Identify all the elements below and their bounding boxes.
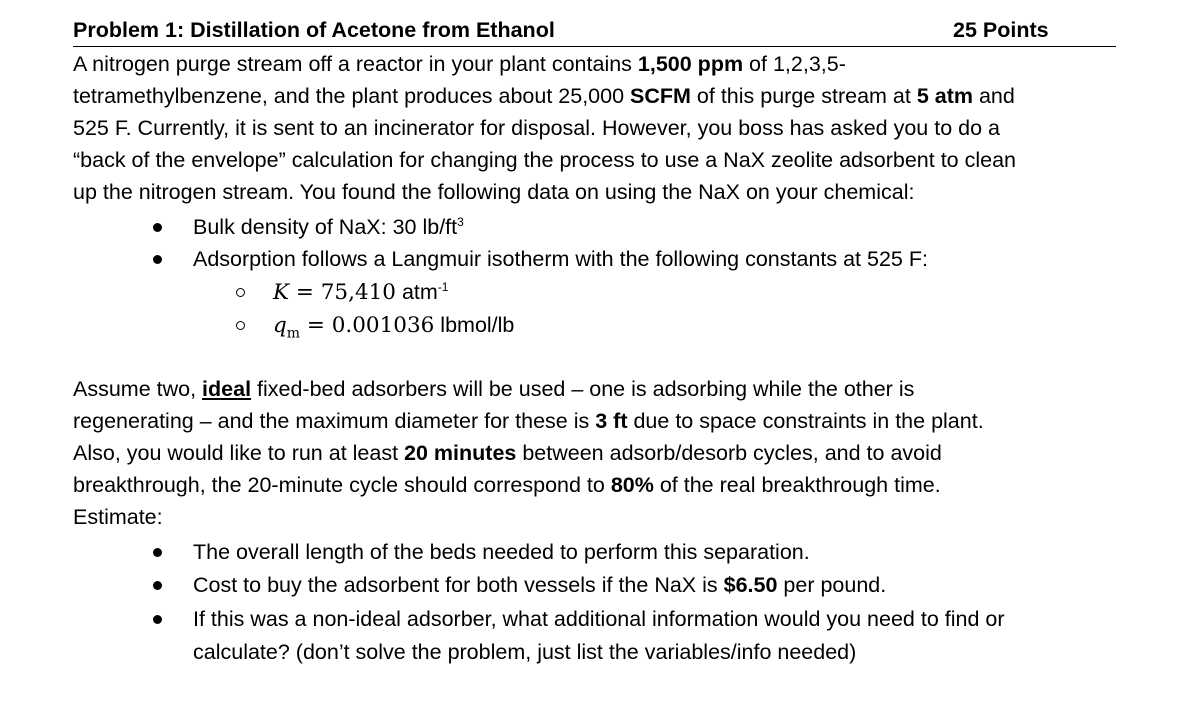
K-unit: atm xyxy=(395,280,438,304)
text-run: of the real breakthrough time. xyxy=(653,473,941,497)
intro-paragraph xyxy=(73,48,1016,208)
assume-line xyxy=(73,405,984,437)
bullet-dot xyxy=(153,548,162,557)
assumptions-paragraph xyxy=(73,373,984,533)
bullet-dot xyxy=(153,581,162,590)
problem-header xyxy=(73,16,1116,47)
intro-line xyxy=(73,80,1016,112)
percent-value: 80% xyxy=(610,473,654,497)
bullet-text: Adsorption follows a Langmuir isotherm with the following constants at 525 F: xyxy=(193,247,928,271)
problem-title: Problem 1: Distillation of Acetone from Ethanol xyxy=(73,18,555,42)
diameter-value: 3 ft xyxy=(595,409,628,433)
bullet-text xyxy=(193,211,464,243)
task-text: If this was a non-ideal adsorber, what additional information would you need to find or xyxy=(193,607,1005,631)
cycle-time-value: 20 minutes xyxy=(404,441,517,465)
text-run: Also, you would like to run at least xyxy=(73,441,405,465)
assume-line xyxy=(73,469,984,501)
text-run: A nitrogen purge stream off a reactor in your plant contains xyxy=(73,52,638,76)
assume-line xyxy=(73,437,984,469)
text-run: and xyxy=(972,84,1015,108)
ideal-emphasis: ideal xyxy=(202,377,252,401)
qm-unit: lbmol/lb xyxy=(434,313,515,337)
text-run: between adsorb/desorb cycles, and to avoid xyxy=(516,441,942,465)
text-run: tetramethylbenzene, and the plant produces about 25,000 xyxy=(73,84,631,108)
intro-line: 525 F. Currently, it is sent to an incinerator for disposal. However, you boss has asked you to do a xyxy=(73,116,1000,140)
text-run: per pound. xyxy=(777,573,887,597)
K-value: = 75,410 xyxy=(289,280,396,305)
qm-value: = 0.001036 xyxy=(300,313,435,338)
density-sup: 3 xyxy=(457,215,464,229)
bullet-dot xyxy=(153,223,162,232)
intro-line xyxy=(73,48,1016,80)
text-run: breakthrough, the 20-minute cycle should correspond to xyxy=(73,473,611,497)
intro-line: up the nitrogen stream. You found the following data on using the NaX on your chemical: xyxy=(73,180,915,204)
intro-line: “back of the envelope” calculation for changing the process to use a NaX zeolite adsorbent to clean xyxy=(73,148,1016,172)
assume-line xyxy=(73,373,984,405)
text-run: of this purge stream at xyxy=(690,84,917,108)
task-text: The overall length of the beds needed to perform this separation. xyxy=(193,540,810,564)
qm-symbol: q xyxy=(273,313,287,338)
text-run: of 1,2,3,5- xyxy=(743,52,846,76)
ppm-value: 1,500 ppm xyxy=(637,52,744,76)
sub-bullet-circle xyxy=(236,321,245,330)
K-unit-sup: -1 xyxy=(437,280,449,294)
text-run: Cost to buy the adsorbent for both vessels if the NaX is xyxy=(193,573,724,597)
task-text xyxy=(193,569,886,601)
text-run: Assume two, xyxy=(73,377,203,401)
problem-points: 25 Points xyxy=(953,18,1049,42)
price-value: $6.50 xyxy=(723,573,778,597)
density-text: Bulk density of NaX: 30 lb/ft xyxy=(193,215,458,239)
qm-subscript: m xyxy=(286,325,301,342)
bullet-dot xyxy=(153,615,162,624)
sub-bullet-circle xyxy=(236,288,245,297)
K-symbol: K xyxy=(273,280,290,305)
qm-equation xyxy=(273,309,514,349)
bullet-dot xyxy=(153,255,162,264)
estimate-label: Estimate: xyxy=(73,505,163,529)
pressure-value: 5 atm xyxy=(916,84,973,108)
task-text: calculate? (don’t solve the problem, just list the variables/info needed) xyxy=(193,640,857,664)
K-equation xyxy=(273,276,448,309)
text-run: fixed-bed adsorbers will be used – one is adsorbing while the other is xyxy=(251,377,915,401)
text-run: regenerating – and the maximum diameter for these is xyxy=(73,409,596,433)
text-run: due to space constraints in the plant. xyxy=(627,409,984,433)
scfm-label: SCFM xyxy=(630,84,691,108)
